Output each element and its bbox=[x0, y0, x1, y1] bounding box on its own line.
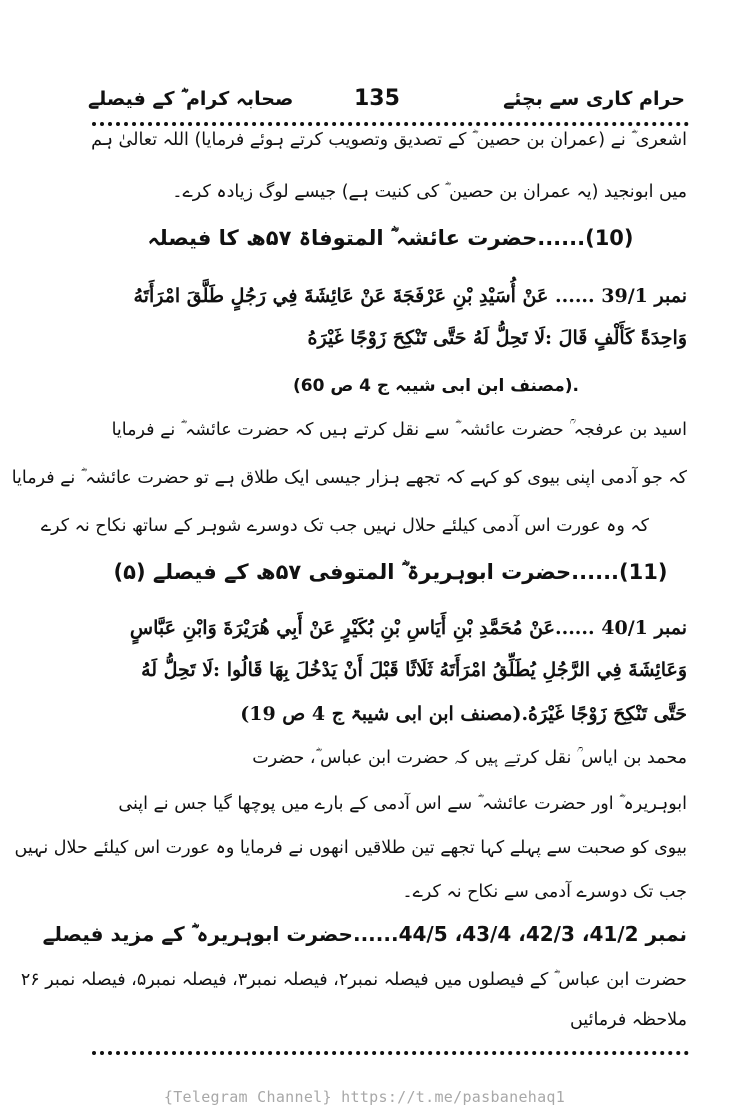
watermark-footer: {Telegram Channel} https://t.me/pasbanehaq1 bbox=[163, 1088, 566, 1106]
text-line: اشعری ؓ نے (عمران بن حصین ؓ کے تصدیق وتصویب کرتے ہوئے فرمایا) اللہ تعالیٰ ہم bbox=[91, 130, 687, 150]
page-number: 135 bbox=[354, 86, 400, 111]
text-line: کہ وہ عورت اس آدمی کیلئے حلال نہیں جب تک دوسرے شوہر کے ساتھ نکاح نہ کرے bbox=[40, 516, 649, 536]
text-line: محمد بن ایاس ؒ نقل کرتے ہیں کہ حضرت ابن عباس ؓ، حضرت bbox=[252, 748, 687, 768]
text-line: بیوی کو صحبت سے پہلے کہا تجھے تین طلاقیں انھوں نے فرمایا وہ عورت اس کیلئے حلال نہیں bbox=[14, 838, 687, 858]
text-line: کہ جو آدمی اپنی بیوی کو کہے کہ تجھے ہزار جیسی ایک طلاق ہے تو حضرت عائشہ ؓ نے فرمایا bbox=[11, 468, 687, 488]
hadith-arabic-line: وَاحِدَةً كَأَلْفٍ قَالَ :لَا تَحِلُّ لَهُ حَتَّى تَنْكِحَ زَوْجًا غَيْرَهُ bbox=[307, 327, 687, 349]
hadith-arabic-line: نمبر 40/1 ......عَنْ مُحَمَّدِ بْنِ أَيَاسِ بْنِ بُكَيْرٍ عَنْ أَبِي هُرَيْرَةَ وَابْنِ عَبَّاسٍ bbox=[129, 617, 687, 639]
hadith-reference: .(مصنف ابن ابی شیبہ ج 4 ص 60) bbox=[292, 376, 579, 396]
text-line: جب تک دوسرے آدمی سے نکاح نہ کرے۔ bbox=[402, 882, 687, 902]
hadith-arabic-line: حَتَّى تَنْكِحَ زَوْجًا غَيْرَهُ.(مصنف ابن ابی شیبۃ ج 4 ص 19) bbox=[240, 703, 687, 725]
text-line: میں ابونجید (یہ عمران بن حصین ؓ کی کنیت ہے) جیسے لوگ زیادہ کرے۔ bbox=[172, 182, 687, 202]
text-line: ملاحظہ فرمائیں bbox=[569, 1010, 687, 1030]
section-heading-aisha: (10)......حضرت عائشہ ؓ المتوفاۃ ۵۷ھ کا فیصلہ bbox=[147, 226, 634, 250]
hadith-arabic-line: نمبر 39/1 ...... عَنْ أُسَيْدِ بْنِ عَرْفَجَةَ عَنْ عَائِشَةَ فِي رَجُلٍ طَلَّقَ امْرَأَتَهُ bbox=[133, 285, 687, 307]
text-line: اسید بن عرفجہ ؒ حضرت عائشہ ؓ سے نقل کرتے ہیں کہ حضرت عائشہ ؓ نے فرمایا bbox=[111, 420, 687, 440]
text-line: حضرت ابن عباس ؓ کے فیصلوں میں فیصلہ نمبر۲، فیصلہ نمبر۳، فیصلہ نمبر۵، فیصلہ نمبر ۲۶ bbox=[20, 970, 687, 990]
text-line: ابوہریرہ ؓ اور حضرت عائشہ ؓ سے اس آدمی کے بارے میں پوچھا گیا جس نے اپنی bbox=[118, 794, 687, 814]
section-heading-abu-hurayra: (11)......حضرت ابوہریرۃ ؓ المتوفی ۵۷ھ کے فیصلے (۵) bbox=[113, 560, 668, 584]
footer-divider bbox=[92, 1051, 689, 1055]
cross-reference-heading: نمبر 41/2، 42/3، 43/4، 44/5......حضرت ابوہریرہ ؓ کے مزید فیصلے bbox=[42, 922, 687, 946]
page-header bbox=[88, 84, 685, 122]
running-title-right: حرام کاری سے بچئے bbox=[503, 88, 685, 110]
hadith-arabic-line: وَعَائِشَةَ فِي الرَّجُلِ يُطَلِّقُ امْرَأَتَهُ ثَلَاثًا قَبْلَ أَنْ يَدْخُلَ بِهَا قَالُوا :لَا تَحِلُّ لَهُ bbox=[141, 659, 687, 681]
running-title-left: صحابہ کرام ؓ کے فیصلے bbox=[88, 88, 294, 110]
